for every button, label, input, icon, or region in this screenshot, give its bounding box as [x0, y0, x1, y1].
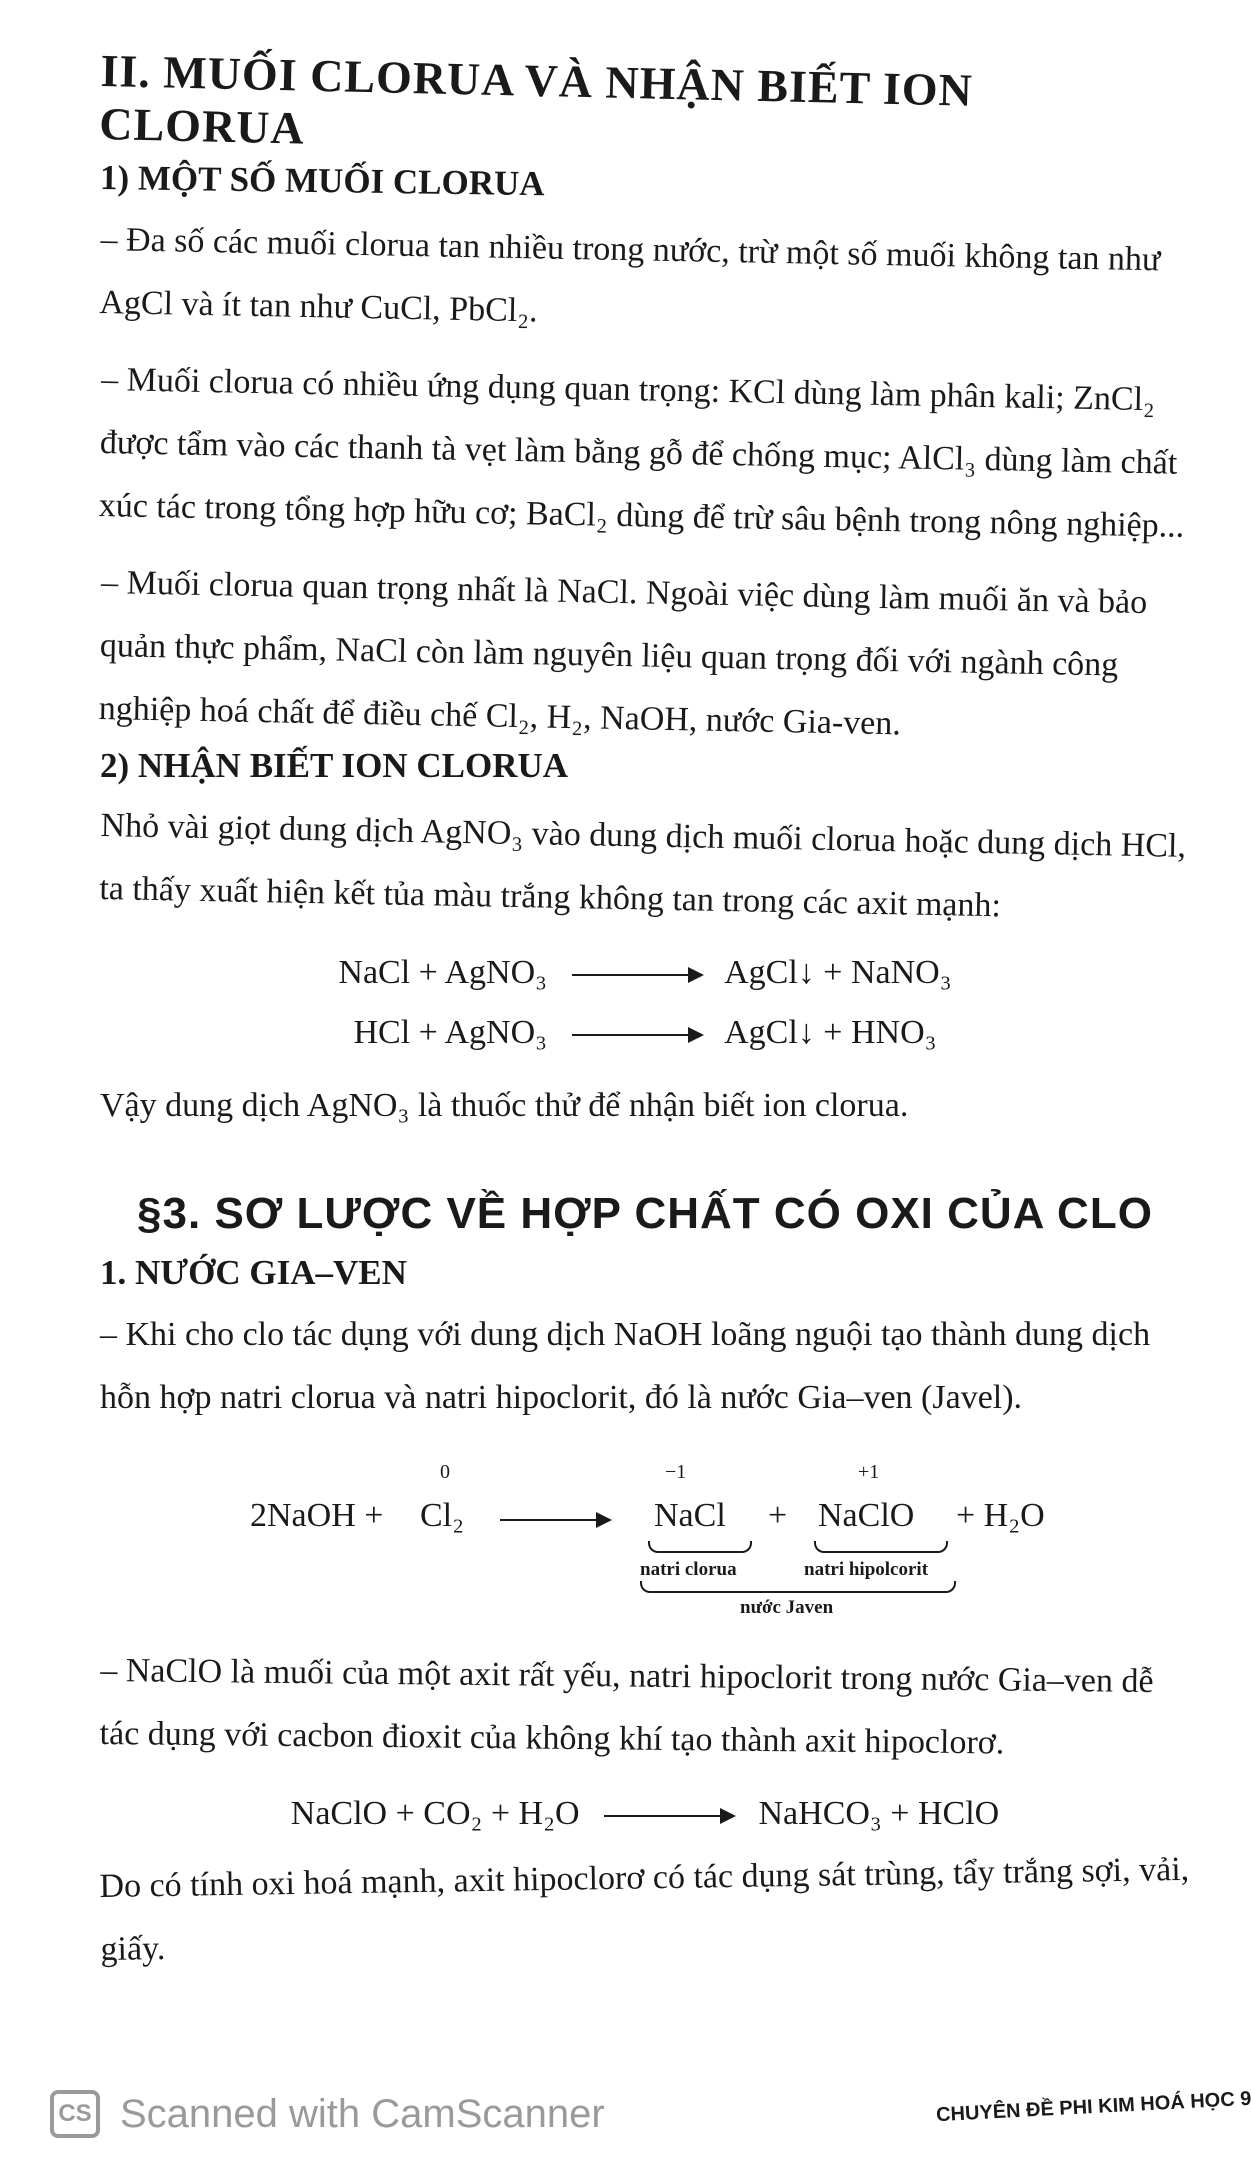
equation-3-reactants: NaClO + CO₂ + H₂O: [290, 1795, 580, 1832]
camscanner-text: Scanned with CamScanner: [120, 2091, 605, 2136]
book-title-footer: CHUYÊN ĐỀ PHI KIM HOÁ HỌC 9: [935, 2087, 1252, 2127]
paragraph-solubility: – Đa số các muối clorua tan nhiều trong nước, trừ một số muối không tan như AgCl và ít tan như CuCl, PbCl₂.: [99, 221, 1161, 330]
equation-2-products: AgCl↓ + HNO₃: [724, 1014, 937, 1051]
section-3-title: §3. SƠ LƯỢC VỀ HỢP CHẤT CÓ OXI CỦA CLO: [137, 1189, 1153, 1238]
camscanner-logo-icon: CS: [50, 2090, 100, 2138]
paragraph-reagent: Vậy dung dịch AgNO₃ là thuốc thử để nhận biết ion clorua.: [100, 1087, 909, 1124]
subheading-javel-water: 1. NƯỚC GIA–VEN: [100, 1253, 407, 1292]
javel-plus-sign: +: [768, 1497, 788, 1534]
oxidation-state-naclo: +1: [858, 1461, 880, 1483]
subheading-chloride-identification: 2) NHẬN BIẾT ION CLORUA: [100, 746, 569, 785]
reaction-arrow-icon: [572, 1034, 702, 1036]
equation-3-products: NaHCO₃ + HClO: [758, 1795, 1000, 1832]
javel-product-h2o: + H₂O: [956, 1497, 1045, 1534]
equation-2-reactants: HCl + AgNO₃: [353, 1014, 547, 1051]
camscanner-watermark: [50, 2086, 605, 2142]
equation-javel: [100, 1449, 1190, 1619]
equation-hcl-agno3: [100, 1014, 1190, 1052]
javel-product-naclo: NaClO: [818, 1497, 915, 1534]
equation-1-reactants: NaCl + AgNO₃: [338, 954, 547, 991]
reaction-arrow-icon: [604, 1815, 734, 1817]
javel-reactant-naoh: 2NaOH +: [250, 1497, 384, 1534]
oxidation-state-nacl: −1: [665, 1461, 687, 1483]
javel-reactant-cl2: Cl₂: [420, 1497, 464, 1534]
reaction-arrow-icon: [500, 1519, 610, 1521]
label-natri-hipoclorit: natri hipolcorit: [804, 1559, 929, 1580]
paragraph-javel-formation: – Khi cho clo tác dụng với dung dịch NaOH loãng nguội tạo thành dung dịch hỗn hợp natri clorua và natri hipoclorit, đó là nước Gia–ven (Javel).: [100, 1316, 1151, 1416]
paragraph-hclo-properties: Do có tính oxi hoá mạnh, axit hipoclorơ có tác dụng sát trùng, tẩy trắng sợi, vải, giấy.: [99, 1850, 1190, 1968]
paragraph-identification: Nhỏ vài giọt dung dịch AgNO₃ vào dung dịch muối clorua hoặc dung dịch HCl, ta thấy xuất hiện kết tủa màu trắng không tan trong các axit mạnh:: [99, 807, 1187, 925]
equation-1-products: AgCl↓ + NaNO₃: [724, 954, 952, 991]
label-nuoc-javen: nước Javen: [740, 1597, 834, 1618]
brace-naclo: [814, 1541, 948, 1553]
section-2-title: II. MUỐI CLORUA VÀ NHẬN BIẾT ION CLORUA: [98, 45, 974, 154]
equation-nacl-agno3: [100, 954, 1190, 992]
subheading-chloride-salts: 1) MỘT SỐ MUỐI CLORUA: [99, 158, 545, 204]
paragraph-nacl: – Muối clorua quan trọng nhất là NaCl. Ngoài việc dùng làm muối ăn và bảo quản thực phẩm, NaCl còn làm nguyên liệu quan trọng đối với ngành công nghiệp hoá chất để điều chế Cl₂, H₂, NaOH, nước Gia-ven.: [98, 564, 1148, 743]
label-natri-clorua: natri clorua: [640, 1559, 737, 1580]
page-content: [100, 30, 1190, 1981]
brace-nacl: [648, 1541, 752, 1553]
brace-javel: [640, 1581, 956, 1593]
paragraph-applications: – Muối clorua có nhiều ứng dụng quan trọng: KCl dùng làm phân kali; ZnCl₂ được tẩm vào các thanh tà vẹt làm bằng gỗ để chống mục; AlCl₃ dùng làm chất xúc tác trong tổng hợp hữu cơ; BaCl₂ dùng để trừ sâu bệnh trong nông nghiệp...: [98, 361, 1185, 545]
reaction-arrow-icon: [572, 974, 702, 976]
javel-product-nacl: NaCl: [654, 1497, 726, 1534]
equation-naclo-co2: [100, 1795, 1190, 1833]
paragraph-naclo-acid: – NaClO là muối của một axit rất yếu, natri hipoclorit trong nước Gia–ven dễ tác dụng với cacbon đioxit của không khí tạo thành axit hipoclorơ.: [99, 1652, 1154, 1762]
oxidation-state-cl2: 0: [440, 1461, 450, 1483]
